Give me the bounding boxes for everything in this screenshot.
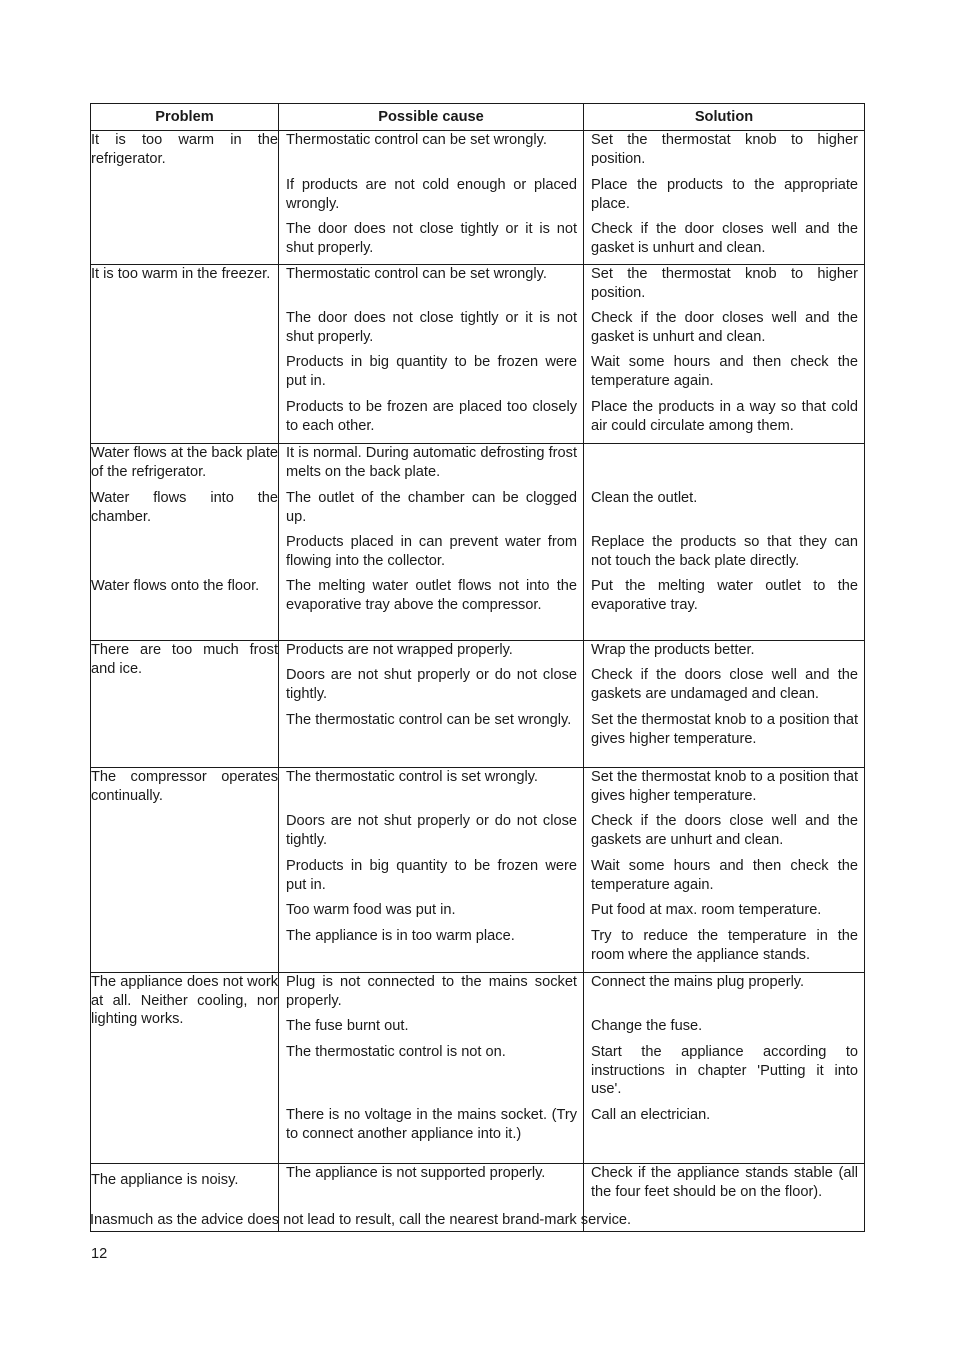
- table-row: [91, 265, 865, 444]
- solution-text: Set the thermostat knob to higher position.: [591, 266, 858, 301]
- problem-text: [91, 1118, 278, 1163]
- cause-text: If products are not cold enough or placed wrongly.: [286, 177, 577, 212]
- table-row: [91, 973, 865, 1164]
- problem-text: The appliance is noisy.: [91, 1171, 239, 1188]
- cause-text: Thermostatic control can be set wrongly.: [286, 132, 547, 148]
- cause-cell: [279, 131, 584, 265]
- cause-text: Products placed in can prevent water from flowing into the collector.: [286, 534, 577, 569]
- problem-text: [91, 812, 278, 857]
- problem-text: [91, 533, 278, 577]
- problem-text: Water flows onto the floor.: [91, 578, 260, 594]
- cause-text: The outlet of the chamber can be clogged up.: [286, 490, 577, 525]
- solution-text: Check if the door closes well and the gasket is unhurt and clean.: [591, 310, 858, 345]
- problem-text: [91, 353, 278, 398]
- solution-text: [584, 444, 864, 489]
- solution-text: Wait some hours and then check the temperature again.: [591, 858, 858, 893]
- cause-text: The fuse burnt out.: [286, 1018, 409, 1035]
- header-problem: Problem: [91, 104, 279, 131]
- solution-text: Check if the doors close well and the gaskets are unhurt and clean.: [591, 813, 858, 848]
- cause-cell: [279, 265, 584, 444]
- cause-text: Products to be frozen are placed too closely to each other.: [286, 399, 577, 434]
- problem-text: [91, 723, 278, 767]
- problem-text: [91, 1055, 278, 1118]
- cause-text: It is normal. During automatic defrosting frost melts on the back plate.: [286, 445, 577, 480]
- problem-text: There are too much frost and ice.: [91, 642, 278, 677]
- problem-text: [91, 176, 278, 220]
- cause-text: The appliance is not supported properly.: [286, 1164, 546, 1181]
- troubleshooting-table: [90, 103, 865, 1232]
- cause-text: The appliance is in too warm place.: [286, 928, 515, 945]
- solution-cell: [584, 641, 865, 768]
- cause-text: Too warm food was put in.: [286, 902, 456, 919]
- problem-cell: [91, 131, 279, 265]
- cause-cell: [279, 641, 584, 768]
- service-advice-note: Inasmuch as the advice does not lead to result, call the nearest brand-mark service.: [90, 1212, 632, 1228]
- problem-text: Water flows into the chamber.: [91, 490, 278, 525]
- solution-text: Connect the mains plug properly.: [591, 974, 805, 991]
- solution-cell: [584, 131, 865, 265]
- cause-text: Products in big quantity to be frozen were put in.: [286, 858, 577, 893]
- problem-text: [91, 857, 278, 901]
- cause-text: Doors are not shut properly or do not close tightly.: [286, 813, 577, 848]
- cause-text: Products in big quantity to be frozen were put in.: [286, 354, 577, 389]
- problem-cell: [91, 768, 279, 973]
- cause-text: Doors are not shut properly or do not close tightly.: [286, 667, 577, 702]
- problem-text: The compressor operates continually.: [91, 769, 278, 804]
- problem-cell: [91, 973, 279, 1164]
- solution-cell: [584, 768, 865, 973]
- cause-text: The thermostatic control is set wrongly.: [286, 769, 538, 786]
- table-row: [91, 131, 865, 265]
- problem-text: [91, 309, 278, 353]
- header-solution: Solution: [584, 104, 865, 131]
- solution-text: Wait some hours and then check the temperature again.: [591, 354, 858, 389]
- solution-cell: [584, 973, 865, 1164]
- page-number: 12: [91, 1246, 108, 1262]
- problem-text: [91, 220, 278, 264]
- table-row: [91, 641, 865, 768]
- header-possible-cause: Possible cause: [279, 104, 584, 131]
- solution-cell: [584, 265, 865, 444]
- solution-text: Put the melting water outlet to the evaporative tray.: [591, 578, 858, 613]
- solution-text: Check if the doors close well and the gaskets are undamaged and clean.: [591, 667, 858, 702]
- table-row: [91, 768, 865, 973]
- cause-text: The door does not close tightly or it is not shut properly.: [286, 221, 577, 256]
- solution-text: Place the products in a way so that cold air could circulate among them.: [591, 399, 858, 434]
- solution-text: Change the fuse.: [591, 1018, 703, 1035]
- problem-text: Water flows at the back plate of the refrigerator.: [91, 445, 278, 480]
- problem-cell: [91, 641, 279, 768]
- problem-text: It is too warm in the refrigerator.: [91, 132, 278, 167]
- cause-cell: [279, 444, 584, 641]
- solution-text: Replace the products so that they can not touch the back plate directly.: [591, 534, 858, 569]
- problem-text: [91, 1029, 278, 1055]
- cause-text: The door does not close tightly or it is not shut properly.: [286, 310, 577, 345]
- solution-text: Put food at max. room temperature.: [591, 902, 822, 919]
- cause-cell: [279, 768, 584, 973]
- solution-text: Wrap the products better.: [591, 642, 755, 658]
- table-header-row: [91, 104, 865, 131]
- solution-text: Check if the appliance stands stable (all the four feet should be on the floor).: [591, 1164, 858, 1200]
- cause-text: Products are not wrapped properly.: [286, 642, 513, 658]
- cause-text: There is no voltage in the mains socket. (Try to connect another appliance into it.): [286, 1107, 577, 1142]
- solution-text: Set the thermostat knob to a position that gives higher temperature.: [591, 769, 858, 804]
- cause-text: The thermostatic control is not on.: [286, 1044, 506, 1061]
- problem-text: [91, 901, 278, 927]
- solution-text: Call an electrician.: [591, 1107, 711, 1124]
- solution-text: Clean the outlet.: [591, 490, 698, 506]
- cause-text: The thermostatic control can be set wrongly.: [286, 712, 572, 728]
- problem-text: The appliance does not work at all. Neither cooling, nor lighting works.: [91, 974, 278, 1028]
- solution-text: Place the products to the appropriate place.: [591, 177, 858, 212]
- solution-text: Try to reduce the temperature in the room where the appliance stands.: [591, 928, 858, 963]
- problem-text: [91, 678, 278, 723]
- solution-cell: [584, 444, 865, 641]
- problem-text: [91, 927, 278, 971]
- cause-text: Plug is not connected to the mains socket properly.: [286, 974, 577, 1009]
- problem-cell: [91, 444, 279, 641]
- solution-text: Set the thermostat knob to a position that gives higher temperature.: [591, 712, 858, 747]
- solution-text: Set the thermostat knob to higher position.: [591, 132, 858, 167]
- problem-cell: [91, 265, 279, 444]
- solution-text: Start the appliance according to instructions in chapter 'Putting it into use'.: [591, 1044, 858, 1098]
- table-row: [91, 444, 865, 641]
- cause-text: The melting water outlet flows not into the evaporative tray above the compressor.: [286, 578, 577, 613]
- problem-text: It is too warm in the freezer.: [91, 266, 271, 282]
- cause-text: Thermostatic control can be set wrongly.: [286, 266, 547, 282]
- problem-text: [91, 398, 278, 443]
- solution-text: Check if the door closes well and the gasket is unhurt and clean.: [591, 221, 858, 256]
- cause-cell: [279, 973, 584, 1164]
